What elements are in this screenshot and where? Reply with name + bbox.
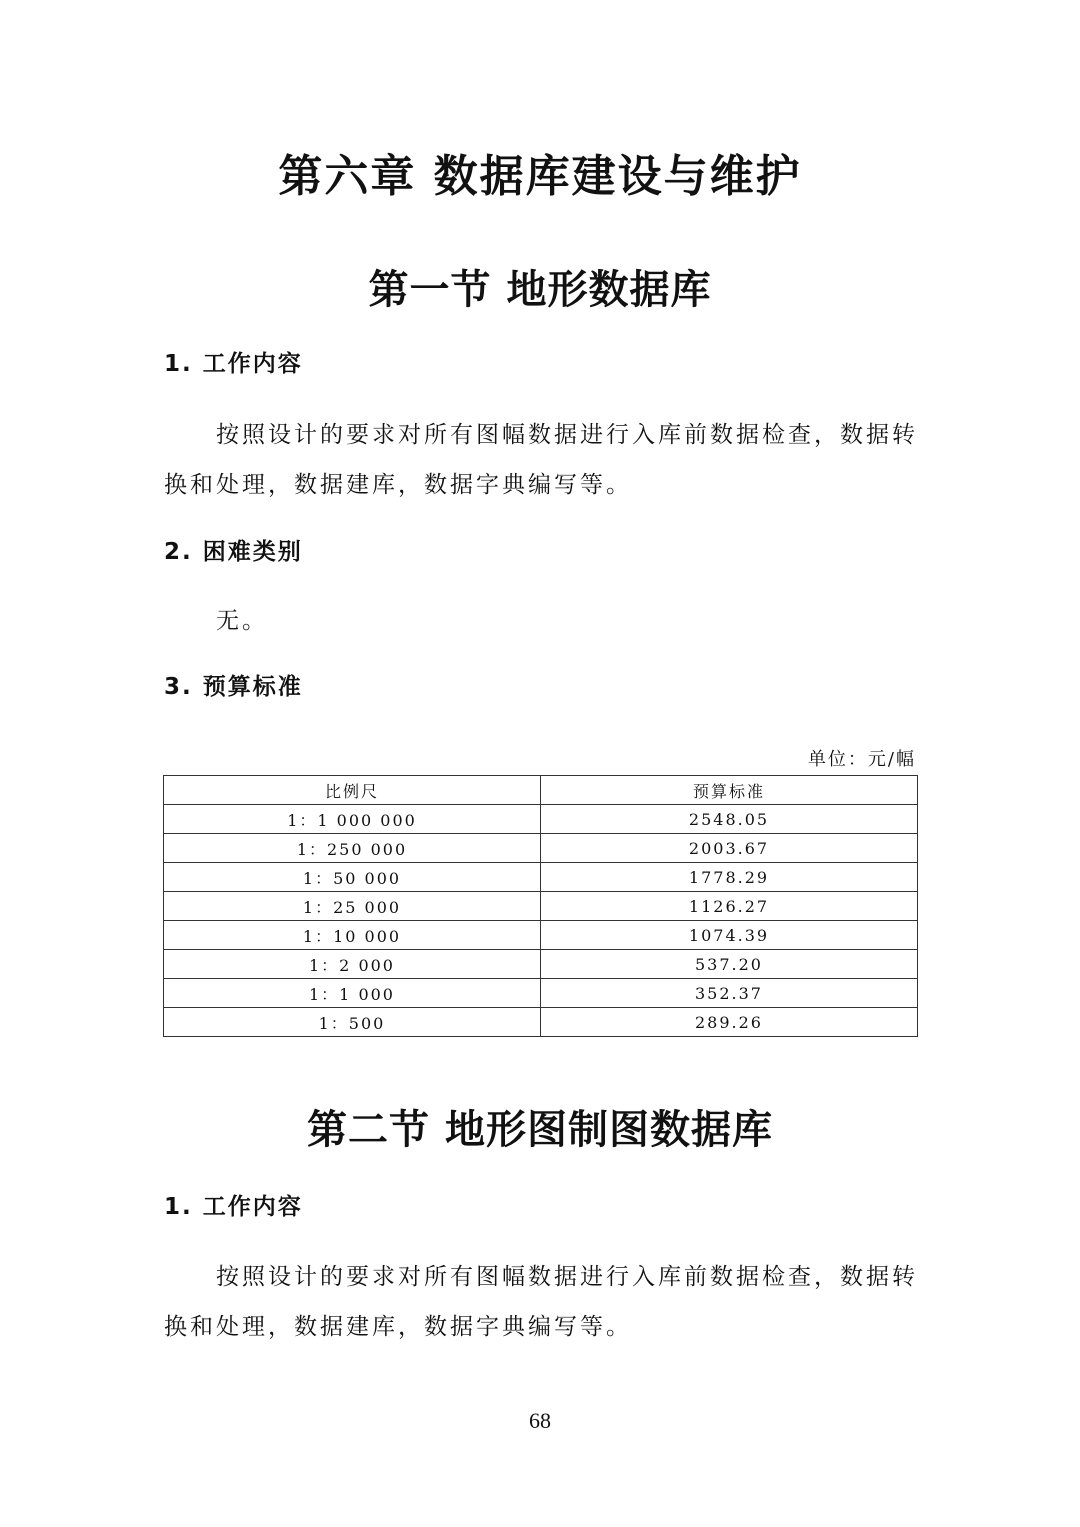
table-row — [164, 979, 918, 1008]
budget-cell: 1074.39 — [541, 921, 918, 950]
section-1-work-heading: 1. 工作内容 — [164, 351, 303, 377]
table-row — [164, 834, 918, 863]
page-number: 68 — [529, 1408, 551, 1433]
budget-cell: 289.26 — [541, 1008, 918, 1037]
budget-cell: 2003.67 — [541, 834, 918, 863]
scale-cell: 1：10 000 — [164, 921, 541, 950]
section-1-budget-heading: 3. 预算标准 — [164, 674, 303, 700]
budget-cell: 1778.29 — [541, 863, 918, 892]
budget-cell: 2548.05 — [541, 805, 918, 834]
section-2-work-text: 按照设计的要求对所有图幅数据进行入库前数据检查，数据转换和处理，数据建库，数据字典编写等。 — [164, 1264, 918, 1340]
scale-cell: 1：50 000 — [164, 863, 541, 892]
scale-cell: 1：2 000 — [164, 950, 541, 979]
scale-cell: 1：250 000 — [164, 834, 541, 863]
scale-cell: 1：1 000 000 — [164, 805, 541, 834]
header-scale: 比例尺 — [164, 776, 541, 805]
section-1-work-text: 按照设计的要求对所有图幅数据进行入库前数据检查，数据转换和处理，数据建库，数据字典编写等。 — [164, 422, 918, 498]
budget-cell: 352.37 — [541, 979, 918, 1008]
table-row — [164, 805, 918, 834]
section-2-title: 第二节 地形图制图数据库 — [307, 1107, 773, 1153]
header-budget: 预算标准 — [541, 776, 918, 805]
unit-label: 单位：元/幅 — [807, 749, 916, 770]
scale-cell: 1：500 — [164, 1008, 541, 1037]
section-2-work-heading: 1. 工作内容 — [164, 1194, 303, 1220]
scale-cell: 1：1 000 — [164, 979, 541, 1008]
table-row — [164, 921, 918, 950]
scale-cell: 1：25 000 — [164, 892, 541, 921]
budget-cell: 537.20 — [541, 950, 918, 979]
budget-table — [163, 775, 918, 1037]
budget-cell: 1126.27 — [541, 892, 918, 921]
section-1-title: 第一节 地形数据库 — [368, 267, 712, 313]
table-row — [164, 950, 918, 979]
table-row — [164, 1008, 918, 1037]
table-row — [164, 892, 918, 921]
section-1-difficulty-text: 无。 — [216, 608, 268, 634]
section-1-difficulty-heading: 2. 困难类别 — [164, 539, 303, 565]
table-header-row — [164, 776, 918, 805]
chapter-title: 第六章 数据库建设与维护 — [278, 151, 802, 202]
table-row — [164, 863, 918, 892]
